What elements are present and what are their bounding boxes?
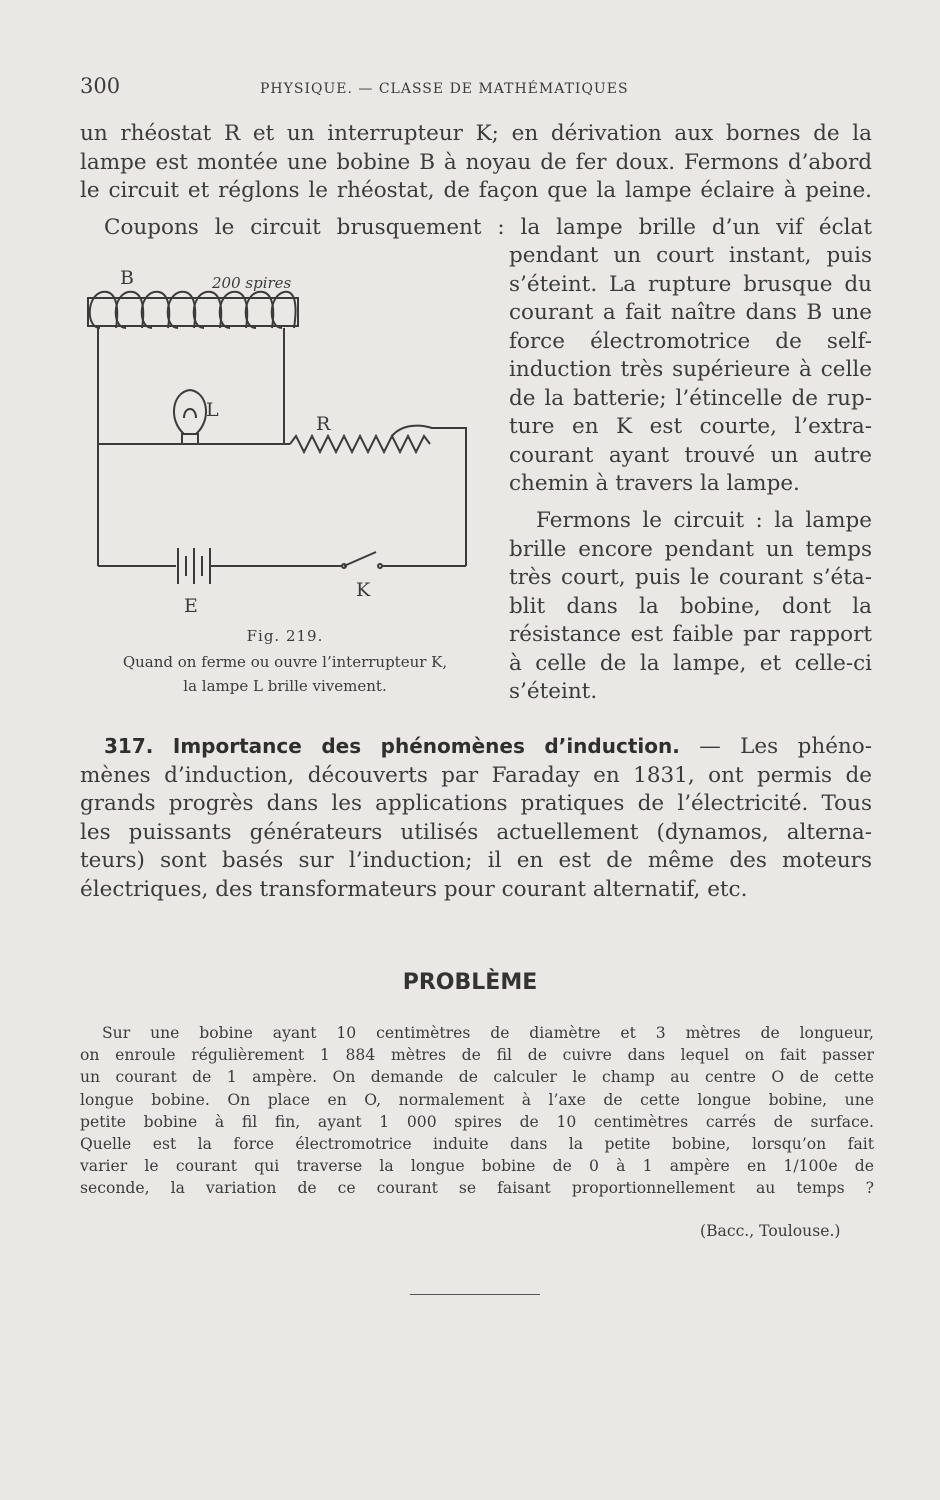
text-line: — Les phéno-	[679, 734, 872, 759]
figure-number: Fig. 219.	[246, 627, 324, 645]
caption-line: la lampe L brille vivement.	[183, 677, 387, 695]
switch-symbol	[342, 552, 382, 568]
text-line: force électromotrice de self-	[509, 328, 872, 354]
text-line: longue bobine. On place en O, normalement à l’axe de cette longue bobine, une	[80, 1090, 874, 1109]
text-line: seconde, la variation de ce courant se faisant proportionnellement au temps ?	[80, 1179, 874, 1198]
text-line: Fermons le circuit : la lampe	[536, 508, 872, 533]
text-line: à celle de la lampe, et celle-ci	[509, 650, 872, 676]
text-line: pendant un court instant, puis	[509, 243, 872, 268]
section-317	[80, 732, 872, 904]
text-line: courant a fait naître dans B une	[509, 300, 872, 325]
text-line: teurs) sont basés sur l’induction; il en est de même des moteurs	[80, 848, 872, 873]
rheostat-resistor	[290, 436, 430, 452]
text-line: les puissants générateurs utilisés actuellement (dynamos, alterna-	[80, 819, 872, 845]
problem-text	[80, 1022, 874, 1200]
page-number: 300	[80, 74, 121, 98]
rheostat-label: R	[316, 413, 331, 435]
text-line: Quelle est la force électromotrice induite dans la petite bobine, lorsqu’on fait	[80, 1135, 874, 1154]
text-line: grands progrès dans les applications pratiques de l’électricité. Tous	[80, 791, 872, 816]
text-line: ture en K est courte, l’extra-	[509, 414, 872, 439]
end-rule	[410, 1294, 540, 1295]
battery-symbol	[178, 548, 210, 584]
text-line: de la batterie; l’étincelle de rup-	[509, 385, 872, 411]
section-first-line	[80, 732, 872, 762]
running-title: PHYSIQUE. — CLASSE DE MATHÉMATIQUES	[260, 81, 629, 97]
caption-line: Quand on ferme ou ouvre l’interrupteur K,	[122, 653, 448, 671]
text-line: le circuit et réglons le rhéostat, de façon que la lampe éclaire à peine.	[80, 178, 872, 203]
circuit-diagram	[80, 258, 500, 628]
text-line: chemin à travers la lampe.	[509, 471, 800, 496]
lamp-symbol	[174, 390, 206, 444]
text-line: on enroule régulièrement 1 884 mètres de fil de cuivre dans lequel on fait passer	[80, 1046, 874, 1065]
lamp-label: L	[206, 399, 219, 421]
switch-label: K	[356, 579, 371, 601]
text-line: courant ayant trouvé un autre	[509, 442, 872, 468]
text-line: induction très supérieure à celle	[509, 357, 872, 382]
section-heading: 317. Importance des phénomènes d’induction.	[104, 734, 680, 758]
figure-caption	[80, 624, 490, 698]
coil-label: B	[120, 267, 134, 289]
text-line: résistance est faible par rapport	[509, 622, 872, 647]
battery-label: E	[184, 595, 198, 617]
cut-circuit-line	[104, 214, 872, 243]
text-line: Sur une bobine ayant 10 centimètres de diamètre et 3 mètres de longueur,	[102, 1024, 874, 1042]
text-line: petite bobine à fil fin, ayant 1 000 spires de 10 centimètres carrés de surface.	[80, 1112, 874, 1131]
right-column-a	[509, 242, 872, 499]
text-line: s’éteint. La rupture brusque du	[509, 271, 872, 297]
intro-paragraph	[80, 120, 872, 206]
text-line: très court, puis le courant s’éta-	[509, 565, 872, 590]
text-line: mènes d’induction, découverts par Faraday en 1831, ont permis de	[80, 762, 872, 788]
text-line: lampe est montée une bobine B à noyau de fer doux. Fermons d’abord	[80, 149, 872, 175]
text-line: un courant de 1 ampère. On demande de calculer le champ au centre O de cette	[80, 1068, 874, 1087]
problem-title: PROBLÈME	[402, 970, 538, 995]
text-line: électriques, des transformateurs pour courant alternatif, etc.	[80, 876, 748, 902]
text-line: blit dans la bobine, dont la	[509, 593, 872, 619]
text-line: s’éteint.	[509, 679, 598, 704]
text-line: Coupons le circuit brusquement : la lampe brille d’un vif éclat	[104, 215, 872, 240]
text-line: un rhéostat R et un interrupteur K; en dérivation aux bornes de la	[80, 121, 872, 146]
text-line: varier le courant qui traverse la longue bobine de 0 à 1 ampère en 1/100e de	[80, 1157, 874, 1176]
problem-source: (Bacc., Toulouse.)	[700, 1222, 841, 1240]
turns-label: 200 spires	[212, 274, 292, 292]
page-header	[80, 74, 870, 104]
text-line: brille encore pendant un temps	[509, 536, 872, 562]
right-column-b	[509, 507, 872, 707]
